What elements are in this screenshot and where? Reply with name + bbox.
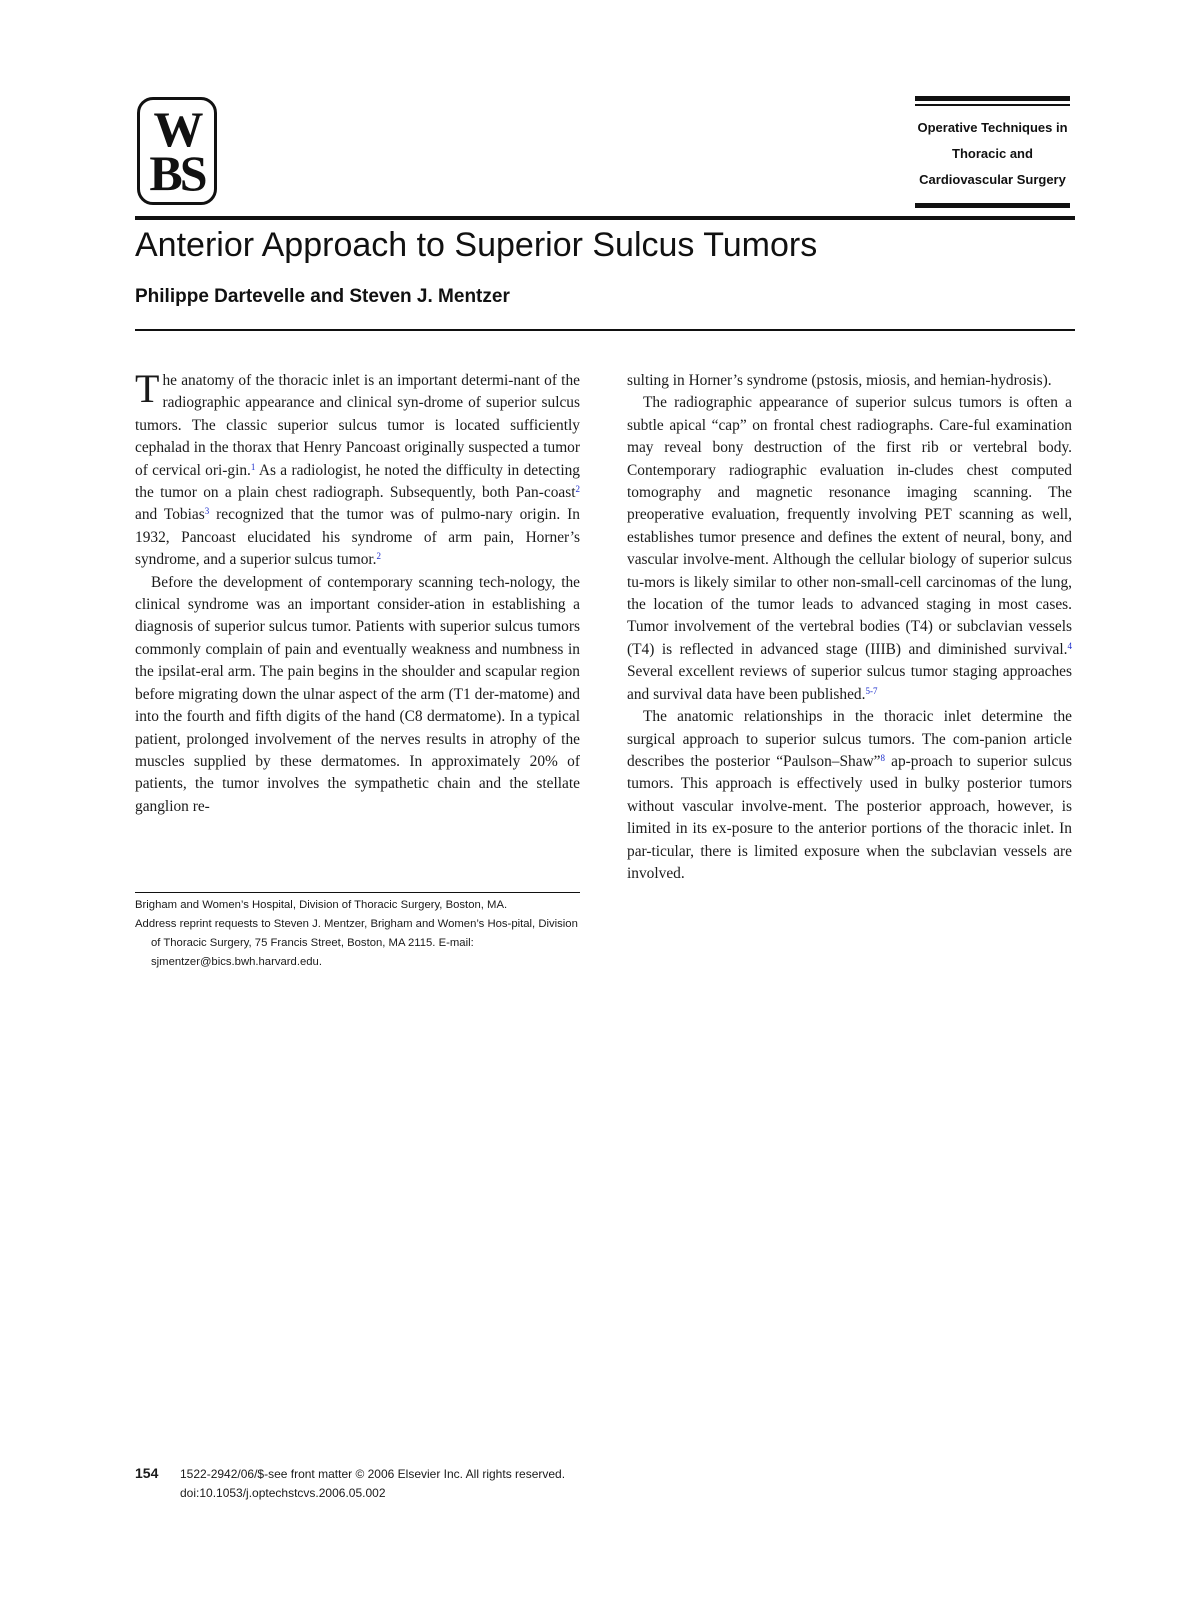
reference-link[interactable]: 5-7 (865, 685, 878, 696)
journal-title-line-3: Cardiovascular Surgery (919, 172, 1066, 187)
journal-rule-bottom (915, 203, 1070, 208)
page-number: 154 (135, 1465, 159, 1481)
logo-line-2: BS (149, 145, 205, 201)
journal-title-line-1: Operative Techniques in (917, 120, 1068, 135)
article-authors: Philippe Dartevelle and Steven J. Mentzer (135, 286, 510, 307)
reference-link[interactable]: 4 (1067, 640, 1072, 651)
logo-line-1: W (153, 101, 201, 157)
journal-title-block (915, 96, 1070, 208)
journal-title (915, 115, 1070, 193)
footnote-reprint: Address reprint requests to Steven J. Mentzer, Brigham and Women’s Hos-pital, Division of Thoracic Surgery, 75 Francis Street, Boston, MA 2115. E-mail: sjmentzer@bics.bwh.harvard.edu. (135, 918, 578, 968)
article-title: Anterior Approach to Superior Sulcus Tumors (135, 226, 818, 264)
paragraph-4: The radiographic appearance of superior sulcus tumors is often a subtle apical “cap” on frontal chest radiographs. Care-ful examination may reveal bony destruction of the first rib or vertebral body. Contemporary radiographic evaluation in-cludes chest computed tomography and magnetic resonance imaging scanning. The preoperative evaluation, frequently involving PET scanning as well, establishes tumor presence and defines the extent of neural, bony, and vascular involve-ment. Although the cellular biology of superior sulcus tu-mors is likely similar to other non-small-cell carcinomas of the lung, the location of the tumor leads to advanced staging in most cases. Tumor involvement of the vertebral bodies (T4) or subclavian vessels (T4) is reflected in advanced stage (IIIB) and diminished survival.$^4$ Several excellent reviews of superior sulcus tumor staging approaches and survival data have been published.$^{5-7}$ (627, 394, 1072, 703)
footnote-affiliation: Brigham and Women’s Hospital, Division of Thoracic Surgery, Boston, MA. (135, 899, 508, 911)
title-rule-bottom (135, 329, 1075, 331)
paragraph-1: The anatomy of the thoracic inlet is an important determi-nant of the radiographic appearance and clinical syn-drome of superior sulcus tumors. The classic superior sulcus tumor is located sufficiently cephalad in the thorax that Henry Pancoast originally suspected a tumor of cervical ori-gin.$^1$ As a radiologist, he noted the difficulty in detecting the tumor on a plain chest radiograph. Subsequently, both Pan-coast$^2$ and Tobias$^3$ recognized that the tumor was of pulmo-nary origin. In 1932, Pancoast elucidated his syndrome of arm pain, Horner’s syndrome, and a superior sulcus tumor.$^2$ (135, 366, 580, 569)
footer-issn: 1522-2942/06/$-see front matter © 2006 Elsevier Inc. All rights reserved. (180, 1467, 566, 1481)
publisher-logo (137, 97, 217, 205)
drop-cap: T (135, 366, 160, 411)
paragraph-5: The anatomic relationships in the thoracic inlet determine the surgical approach to superior sulcus tumors. The com-panion article describes the posterior “Paulson–Shaw”$^8$ ap-proach to superior sulcus tumors. This approach is effectively used in bulky posterior tumors without vascular involve-ment. The posterior approach, however, is limited in its ex-posure to the anterior portions of the thoracic inlet. In par-ticular, there is limited exposure when the subclavian vessels are involved. (627, 708, 1072, 882)
footnotes (135, 896, 580, 972)
journal-rule-top (915, 96, 1070, 101)
reference-link[interactable]: 2 (376, 551, 382, 562)
text-column-right (627, 370, 1072, 885)
footnote-rule (135, 892, 580, 893)
paragraph-3: sulting in Horner’s syndrome (pstosis, miosis, and hemian-hydrosis). (627, 372, 1052, 389)
reference-link[interactable]: 8 (880, 752, 886, 763)
text-column-left (135, 366, 580, 818)
journal-rule-top-thin (915, 104, 1070, 106)
footer-doi[interactable]: doi:10.1053/j.optechstcvs.2006.05.002 (180, 1486, 386, 1500)
reference-link[interactable]: 1 (250, 461, 256, 472)
reference-link[interactable]: 3 (204, 506, 210, 517)
journal-title-line-2: Thoracic and (952, 146, 1033, 161)
paragraph-2: Before the development of contemporary scanning tech-nology, the clinical syndrome was an important consider-ation in establishing a diagnosis of superior sulcus tumor. Patients with superior sulcus tumors commonly complain of pain and eventually weakness and numbness in the ipsilat-eral arm. The pain begins in the shoulder and scapular region before migrating down the ulnar aspect of the arm (T1 der-matome) and into the fourth and fifth digits of the hand (C8 dermatome). In a typical patient, prolonged involvement of the nerves results in atrophy of the muscles supplied by these dermatomes. In approximately 20% of patients, the tumor involves the sympathetic chain and the stellate ganglion re- (135, 573, 580, 815)
reference-link[interactable]: 2 (575, 484, 580, 495)
footer-info (180, 1465, 565, 1503)
